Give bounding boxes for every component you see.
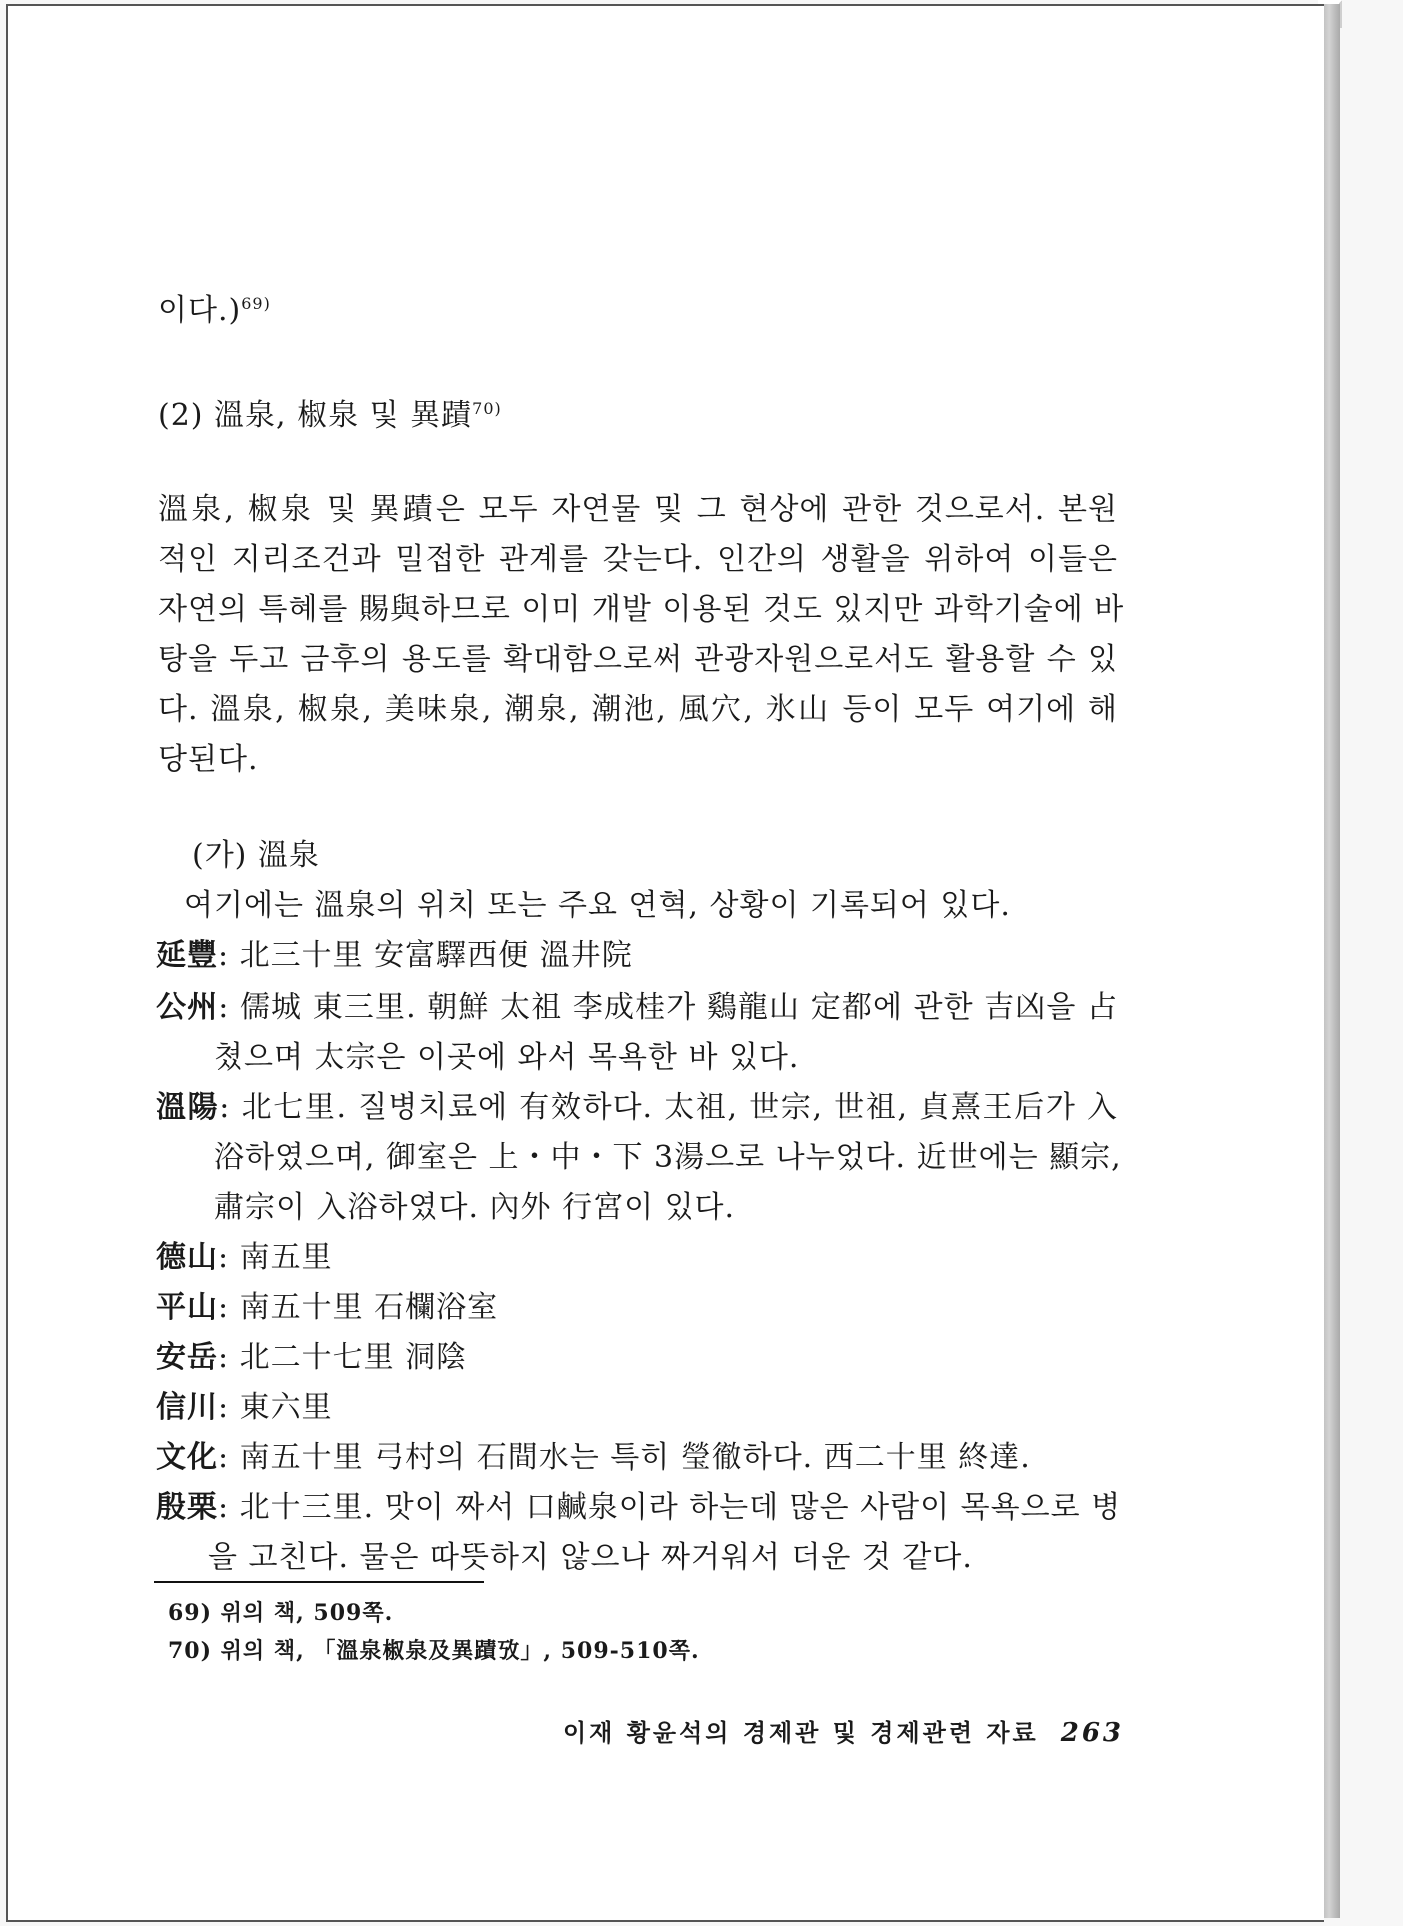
paragraph-line: 溫泉, 椒泉 및 異蹟은 모두 자연물 및 그 현상에 관한 것으로서. 본원: [158, 492, 1118, 527]
page-number: 263: [1060, 1718, 1125, 1748]
entry-line: [156, 1488, 1122, 1528]
text-fragment: 이다.): [158, 293, 242, 328]
book-page: [6, 4, 1324, 1922]
footnote-70: 70) 위의 책, 「溫泉椒泉及異蹟攷」, 509-510쪽.: [168, 1638, 700, 1664]
entry-line: [156, 1388, 333, 1428]
paragraph-line: 당된다.: [158, 742, 259, 777]
subsection-heading: (가) 溫泉: [192, 838, 320, 873]
book-spine-edge: [1322, 4, 1340, 1918]
entry-text: : 北七里. 질병치료에 有效하다. 太祖, 世宗, 世祖, 貞熹王后가 入: [219, 1090, 1119, 1125]
entry-place: 殷栗: [156, 1490, 218, 1525]
entry-line: [156, 988, 1118, 1028]
entry-text: : 東六里: [218, 1390, 333, 1425]
footnote-ref: 69): [241, 294, 271, 313]
entry-text: : 北十三里. 맛이 짜서 口鹹泉이라 하는데 많은 사람이 목욕으로 병: [218, 1490, 1122, 1525]
entry-continuation: 浴하였으며, 御室은 上・中・下 3湯으로 나누었다. 近世에는 顯宗,: [214, 1140, 1122, 1175]
entry-text: : 儒城 東三里. 朝鮮 太祖 李成桂가 鷄龍山 定都에 관한 吉凶을 占: [218, 990, 1119, 1025]
entry-place: 溫陽: [156, 1090, 220, 1125]
paragraph-line: 다. 溫泉, 椒泉, 美味泉, 潮泉, 潮池, 風穴, 氷山 등이 모두 여기에 해: [158, 692, 1118, 727]
entry-place: 信川: [156, 1390, 218, 1425]
entry-place: 文化: [156, 1440, 218, 1475]
entry-line: [156, 1438, 1031, 1478]
running-footer: [563, 1713, 1124, 1748]
heading-text: (2) 溫泉, 椒泉 및 異蹟: [158, 398, 473, 433]
entry-place: 安岳: [156, 1340, 218, 1375]
entry-continuation: 을 고친다. 물은 따뜻하지 않으나 짜거워서 더운 것 같다.: [208, 1540, 973, 1575]
entry-text: : 北三十里 安富驛西便 溫井院: [218, 938, 633, 973]
footnote-69: 69) 위의 책, 509쪽.: [168, 1600, 394, 1626]
entry-line: [156, 1288, 498, 1328]
entry-text: : 南五里: [218, 1240, 333, 1275]
paragraph-line: 탕을 두고 금후의 용도를 확대함으로써 관광자원으로서도 활용할 수 있: [158, 642, 1118, 677]
text-line: [158, 284, 271, 331]
section-heading: [158, 389, 502, 436]
entry-text: : 南五十里 弓村의 石間水는 특히 瑩徹하다. 西二十里 終達.: [218, 1440, 1031, 1475]
entry-line: [156, 1238, 333, 1278]
entry-place: 公州: [156, 990, 219, 1025]
page-content: [8, 6, 1324, 1920]
paragraph-line: 자연의 특혜를 賜與하므로 이미 개발 이용된 것도 있지만 과학기술에 바: [158, 592, 1125, 627]
entry-line: [156, 1088, 1118, 1128]
running-title: 이재 황윤석의 경제관 및 경제관련 자료: [563, 1718, 1039, 1747]
entry-continuation: 쳤으며 太宗은 이곳에 와서 목욕한 바 있다.: [214, 1040, 800, 1075]
intro-line: 여기에는 溫泉의 위치 또는 주요 연혁, 상황이 기록되어 있다.: [184, 888, 1011, 923]
entry-text: : 南五十里 石欄浴室: [218, 1290, 499, 1325]
entry-line: [156, 1338, 467, 1378]
entry-place: 平山: [156, 1290, 218, 1325]
entry-line: [156, 936, 633, 976]
entry-continuation: 肅宗이 入浴하였다. 內外 行宮이 있다.: [214, 1190, 736, 1225]
paragraph-line: 적인 지리조건과 밀접한 관계를 갖는다. 인간의 생활을 위하여 이들은: [158, 542, 1118, 577]
footnote-ref: 70): [472, 399, 502, 418]
footnote-separator: [154, 1581, 484, 1583]
entry-place: 德山: [156, 1240, 218, 1275]
entry-place: 延豐: [156, 938, 218, 973]
entry-text: : 北二十七里 洞陰: [218, 1340, 468, 1375]
